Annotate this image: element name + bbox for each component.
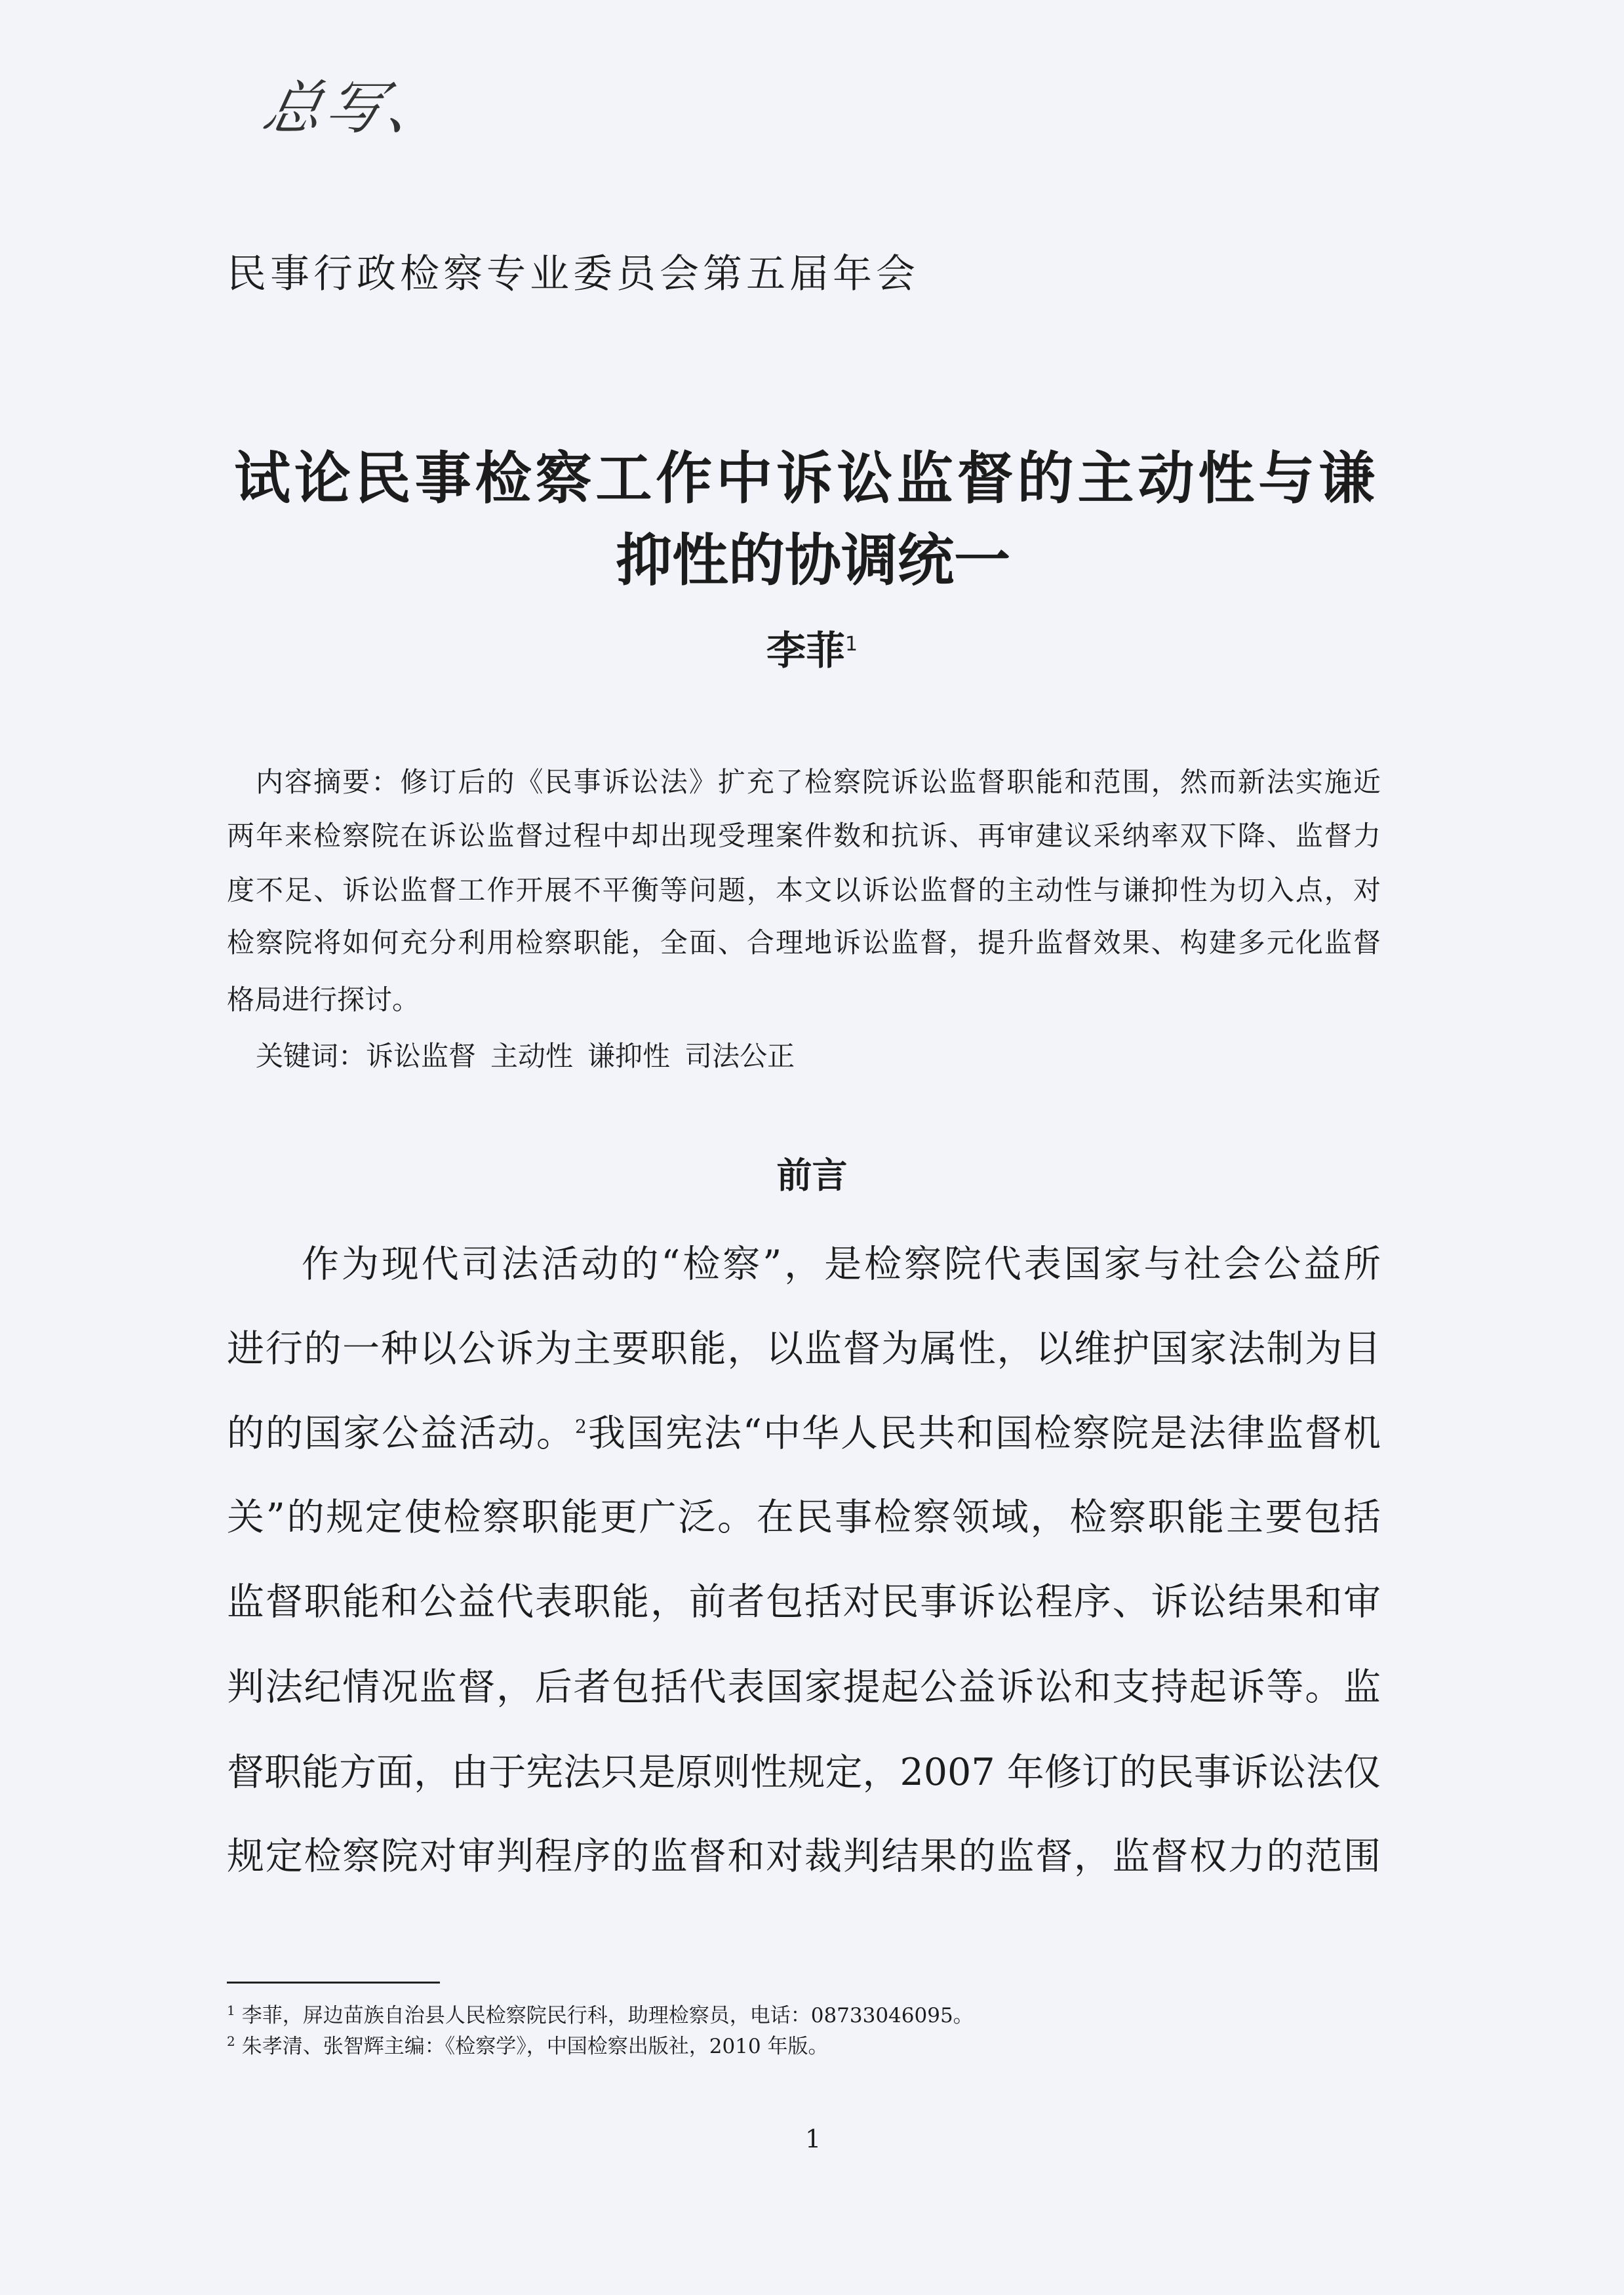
- body-line: 监督职能和公益代表职能，前者包括对民事诉讼程序、诉讼结果和审: [227, 1580, 1381, 1624]
- page-number: 1: [805, 2125, 822, 2153]
- keyword: 诉讼监督: [366, 1040, 477, 1072]
- body-line: 判法纪情况监督，后者包括代表国家提起公益诉讼和支持起诉等。监: [227, 1666, 1381, 1709]
- body-line: [227, 1403, 1381, 1457]
- title-line-2: 抑性的协调统一: [616, 528, 1010, 593]
- abstract-line: 内容摘要：修订后的《民事诉讼法》扩充了检察院诉讼监督职能和范围，然而新法实施近: [256, 766, 1381, 798]
- footnote: [227, 1999, 974, 2028]
- body-line: 规定检察院对审判程序的监督和对裁判结果的监督，监督权力的范围: [227, 1835, 1381, 1878]
- body-line: 督职能方面，由于宪法只是原则性规定，2007 年修订的民事诉讼法仅: [227, 1751, 1381, 1794]
- keywords: [256, 1035, 809, 1074]
- preface-heading: 前言: [776, 1155, 848, 1196]
- abstract-line: 检察院将如何充分利用检察职能，全面、合理地诉讼监督，提升监督效果、构建多元化监督: [227, 927, 1381, 959]
- footnote-mark: 2: [227, 2033, 235, 2049]
- author-name: 李菲: [766, 628, 845, 674]
- keyword: 司法公正: [684, 1040, 795, 1072]
- footnote-text: 李菲，屏边苗族自治县人民检察院民行科，助理检察员，电话：08733046095。: [241, 2004, 974, 2027]
- footnote-divider: [227, 1982, 440, 1984]
- handwritten-annotation: 总写、: [257, 74, 457, 142]
- author-footnote-mark: 1: [844, 633, 858, 656]
- abstract-line: 两年来检察院在诉讼监督过程中却出现受理案件数和抗诉、再审建议采纳率双下降、监督力: [227, 820, 1381, 852]
- body-text: 我国宪法“中华人民共和国检察院是法律监督机: [586, 1412, 1381, 1455]
- body-line: 进行的一种以公诉为主要职能，以监督为属性，以维护国家法制为目: [227, 1327, 1381, 1370]
- keywords-label: 关键词：: [256, 1040, 366, 1072]
- body-line: 作为现代司法活动的“检察”，是检察院代表国家与社会公益所: [302, 1243, 1381, 1286]
- body-line: 关”的规定使检察职能更广泛。在民事检察领域，检察职能主要包括: [227, 1496, 1381, 1539]
- footnote-mark: 1: [227, 2002, 235, 2018]
- footnote: [227, 2029, 828, 2059]
- footnote-ref: 2: [575, 1416, 587, 1437]
- abstract-line: 格局进行探讨。: [227, 984, 420, 1016]
- body-text: 的的国家公益活动。: [227, 1412, 576, 1455]
- footnote-text: 朱孝清、张智辉主编：《检察学》，中国检察出版社，2010 年版。: [241, 2035, 829, 2058]
- keyword: 谦抑性: [587, 1040, 671, 1072]
- conference-name: 民事行政检察专业委员会第五届年会: [227, 251, 919, 297]
- abstract-line: 度不足、诉讼监督工作开展不平衡等问题，本文以诉讼监督的主动性与谦抑性为切入点，对: [227, 874, 1381, 906]
- keyword: 主动性: [490, 1040, 574, 1072]
- title-line-1: 试论民事检察工作中诉讼监督的主动性与谦: [234, 446, 1375, 511]
- author: [0, 620, 1624, 676]
